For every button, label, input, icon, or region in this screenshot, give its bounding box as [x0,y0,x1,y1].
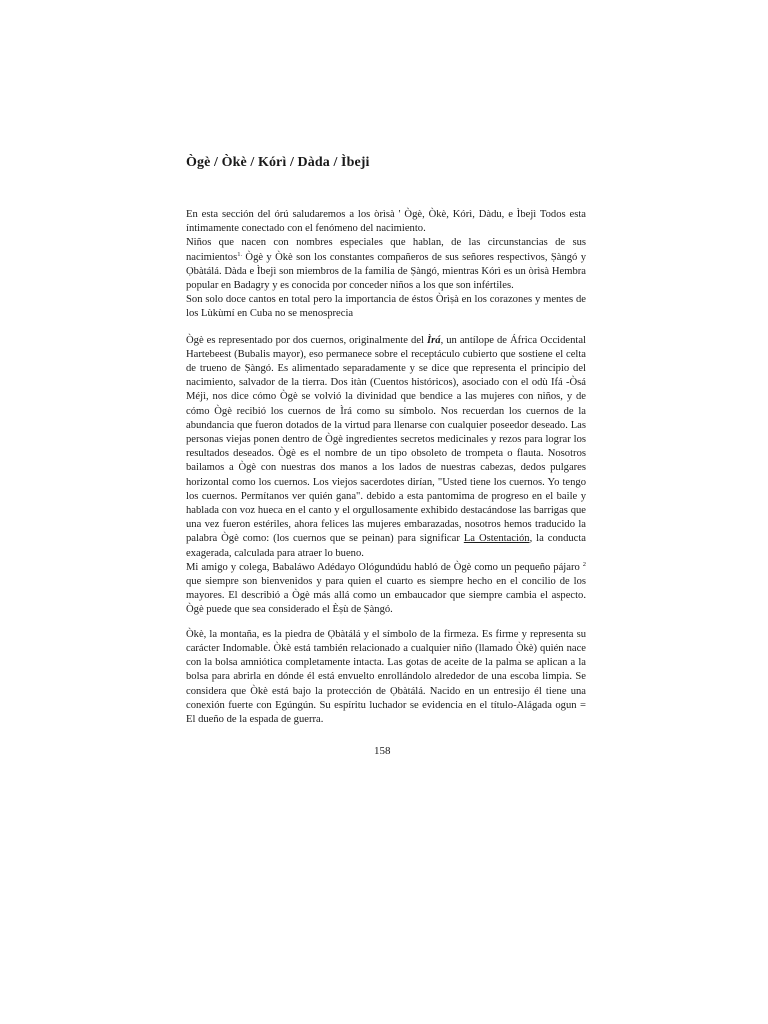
term-ira: Ìrá [427,334,441,346]
section-title: Ògè / Òkè / Kórì / Dàda / Ìbeji [186,155,370,170]
paragraph-oge-text-c: , la conducta exagerada, calculada para atraer lo bueno. [186,533,587,559]
paragraph-intro: En esta sección del órú saludaremos a los òrìsà ' Ògè, Òkè, Kórì, Dàdu, e Ìbejì Todos esta íntimamente conectado con el fenómeno del nacimiento. [186,209,586,235]
paragraph-oke: Òkè, la montaña, es la piedra de Ọbàtálá y el símbolo de la firmeza. Es firme y representa su carácter Indomable. Òkè está también relacionado a cualquier niño (llamado Òkè) quién nace con la bolsa amniótica completamente intacta. Las gotas de aceite de la palma se aplican a la bolsa para abrirla en dónde él está envuelto enrollándolo alrededor de una escoba limpia. Se considera que Òkè está bajo la protección de Ọbàtálá. Nacido en un entresijo él tiene una conexión fuerte con Egúngún. Su espíritu luchador se evidencia en el título-Alágada ogun = El dueño de la espada de guerra. [186,628,586,725]
paragraph-friend-text-b: que siempre son bienvenidos y para quien el cuarto es siempre hecho en el concilio de los mayores. El describió a Ògè más allá como un embaucador que siempre cambia el aspecto. Ògè puede que sea considerado el Èṣù de Ṣàngó. [186,576,586,616]
paragraph-friend [186,561,586,618]
body-text [186,208,586,727]
paragraph-oge-text-a: Ògè es representado por dos cuernos, originalmente del [186,334,428,346]
paragraph-friend-text-a: Mi amigo y colega, Babaláwo Adédayo Ológundúdu habló de Ògè como un pequeño pájaro [186,561,583,573]
paragraph-cantos: Son solo doce cantos en total pero la importancia de éstos Òrìṣà en los corazones y mentes de los Lùkùmí en Cuba no se menosprecia [186,294,586,320]
paragraph-oge [186,334,586,561]
paragraph-names [186,236,586,293]
footnote-ref-1: 1. [237,250,243,258]
underlined-term: La Ostentación [463,533,530,545]
paragraph-oge-text-b: , un antílope de África Occidental Hartebeest (Bubalis mayor), eso permanece sobre el receptáculo cubierto que sostiene el celta de trueno de Ṣàngó. Es alimentado separadamente y se dice que representa el principio del nacimiento, salvador de la tierra. Dos itàn (Cuentos históricos), asociado con el odù Ifá -Òsá Méjì, nos dice cómo Ògè se volvió la divinidad que bendice a las mujeres con niños, y de cómo Ògè recibió los cuernos de Ìrá como su símbolo. Nos recuerdan los cuernos de la abundancia que fueron dotados de la virtud para llenarse con cualquier poseedor deseado. Las personas viejas ponen dentro de Ògè ingredientes secretos medicinales y rezos para lograr los resultados deseados. Ògè es el nombre de un tipo obsoleto de trompeta o flauta. Nosotros bailamos a Ògè con nuestras dos manos a los lados de nuestras cabezas, dedos pulgares horizontal como los cuernos. Los viejos sacerdotes dirían, "Usted tiene los cuernos. Yo tengo los cuernos. Permítanos ver quién gana". debido a esta pantomima de progreso en el baile y hablada con voz hueca en el canto y el orgullosamente exhibido destacándose las barrigas que una vez fueron estériles, ahora felices las mujeres embarazadas, nosotros hemos traducido la palabra Ògè como: (los cuernos que se peinan) para significar [186,334,586,545]
paragraph-names-text-a: Niños que nacen con nombres especiales que hablan, de las circunstancias de sus nacimientos [186,237,586,263]
paragraph-names-text-b: Ògè y Òkè son los constantes compañeros de sus señores respectivos, Ṣàngó y Ọbàtálá. Dàda e Ìbejì son miembros de la familia de Ṣàngó, mientras Kórì es un òrìsà Hembra popular en Badagry y es conocida por conceder niños a los que son infértiles. [186,251,586,292]
footnote-ref-2: 2 [582,560,586,568]
page-number: 158 [374,745,391,757]
